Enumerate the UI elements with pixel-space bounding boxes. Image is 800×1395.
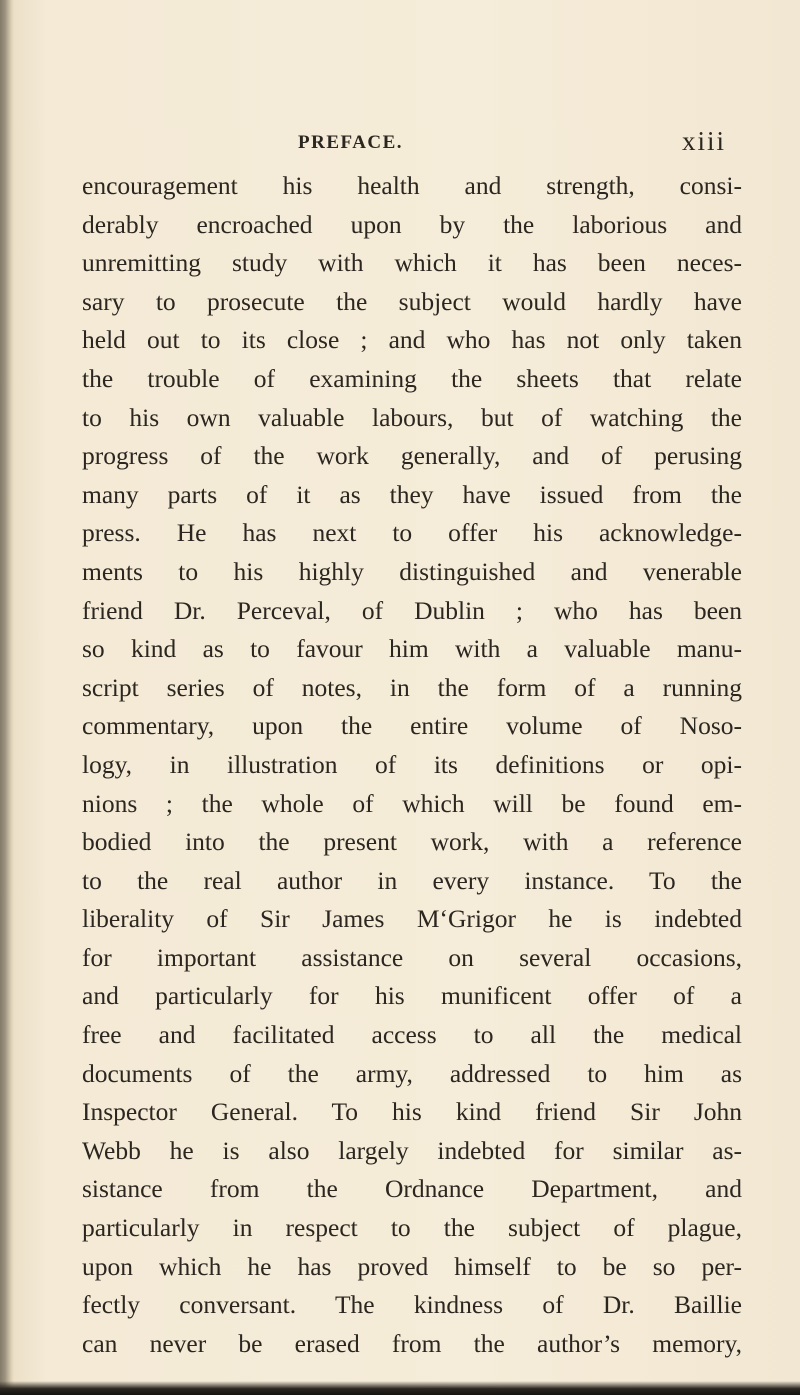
text-line: for important assistance on several occasions, (82, 942, 742, 972)
text-line: fectly conversant. The kindness of Dr. Baillie (82, 1290, 742, 1320)
text-line: derably encroached upon by the laborious and (82, 209, 742, 239)
text-line: particularly in respect to the subject of plague, (82, 1213, 742, 1243)
text-line: press. He has next to offer his acknowledge- (82, 518, 742, 548)
text-line: many parts of it as they have issued from the (82, 479, 742, 509)
text-line: free and facilitated access to all the medical (82, 1020, 742, 1050)
text-line: sistance from the Ordnance Department, and (82, 1174, 742, 1204)
page-bottom-edge-shadow (0, 1381, 800, 1395)
body-text (82, 167, 742, 1363)
text-line: so kind as to favour him with a valuable manu- (82, 634, 742, 664)
text-line: sary to prosecute the subject would hardly have (82, 286, 742, 316)
binding-edge-shadow (0, 0, 14, 1395)
running-title: PREFACE. (298, 132, 404, 153)
text-line: Webb he is also largely indebted for similar as- (82, 1135, 742, 1165)
running-head (0, 128, 800, 168)
text-line: to his own valuable labours, but of watching the (82, 402, 742, 432)
text-line: nions ; the whole of which will be found em- (82, 788, 742, 818)
text-line: upon which he has proved himself to be so per- (82, 1251, 742, 1281)
text-line: to the real author in every instance. To the (82, 865, 742, 895)
text-line: liberality of Sir James M‘Grigor he is indebted (82, 904, 742, 934)
text-line: encouragement his health and strength, consi- (82, 171, 742, 200)
page-number: xiii (682, 126, 727, 156)
text-line: bodied into the present work, with a reference (82, 827, 742, 857)
text-line: Inspector General. To his kind friend Sir John (82, 1097, 742, 1127)
text-line: logy, in illustration of its definitions or opi- (82, 749, 742, 779)
text-line: commentary, upon the entire volume of Noso- (82, 711, 742, 741)
text-line: the trouble of examining the sheets that relate (82, 363, 742, 393)
text-line: script series of notes, in the form of a running (82, 672, 742, 702)
text-line: and particularly for his munificent offer of a (82, 981, 742, 1011)
text-line: progress of the work generally, and of perusing (82, 441, 742, 471)
text-line: friend Dr. Perceval, of Dublin ; who has been (82, 595, 742, 625)
text-line: documents of the army, addressed to him as (82, 1058, 742, 1088)
text-line: unremitting study with which it has been neces- (82, 248, 742, 278)
text-line: can never be erased from the author’s memory, (82, 1328, 742, 1358)
text-line: held out to its close ; and who has not only taken (82, 325, 742, 355)
text-line: ments to his highly distinguished and venerable (82, 556, 742, 586)
